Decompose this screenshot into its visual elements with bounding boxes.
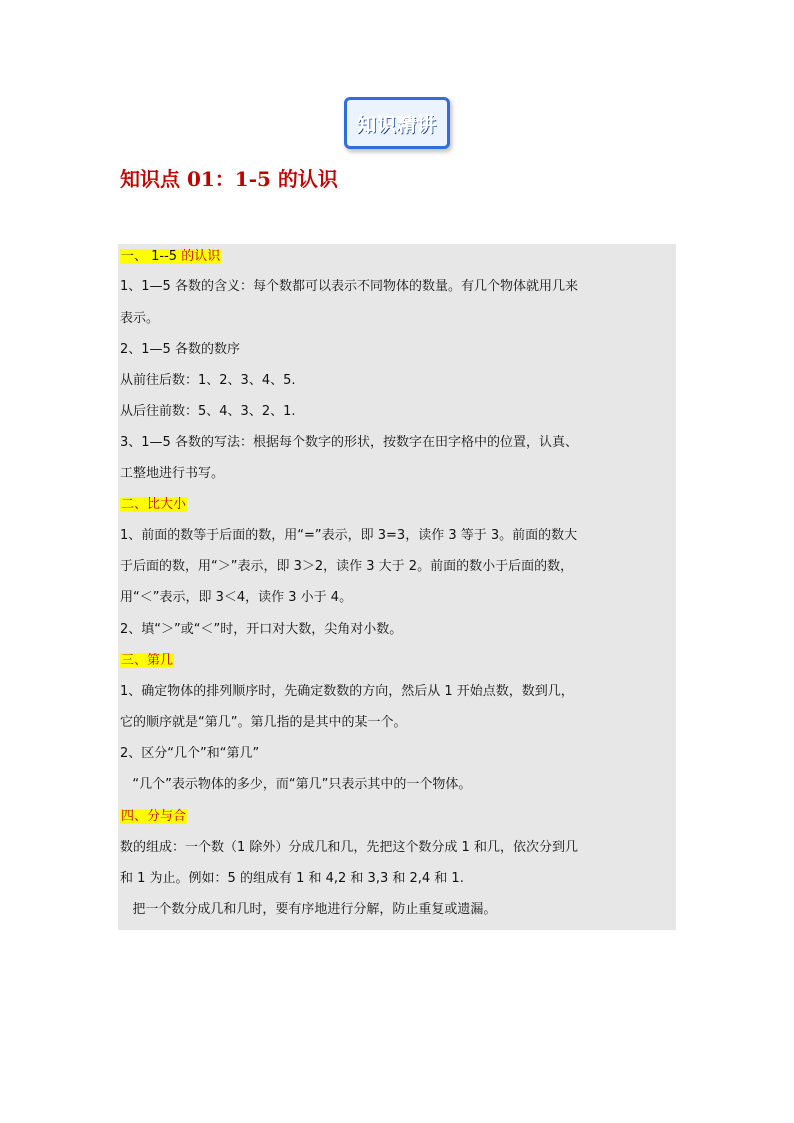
section-1-line: 1、1—5 各数的含义：每个数都可以表示不同物体的数量。有几个物体就用几来	[120, 279, 578, 294]
section-2-heading	[120, 496, 187, 514]
section-2-line: 1、前面的数等于后面的数，用“=”表示，即 3=3，读作 3 等于 3。前面的数大	[120, 528, 578, 543]
knowledge-point-title: 知识点 01：1-5 的认识	[120, 167, 338, 191]
section-4-line: 和 1 为止。例如：5 的组成有 1 和 4,2 和 3,3 和 2,4 和 1.	[120, 871, 464, 886]
section-4-line: 把一个数分成几和几时，要有序地进行分解，防止重复或遗漏。	[120, 902, 497, 917]
section-3-line: 1、确定物体的排列顺序时，先确定数数的方向，然后从 1 开始点数，数到几，	[120, 684, 574, 699]
section-2-heading-text: 二、比大小	[121, 497, 187, 512]
section-4-heading-text: 四、分与合	[121, 809, 187, 824]
section-1-heading-suffix: 的认识	[181, 249, 221, 264]
section-1-line: 3、1—5 各数的写法：根据每个数字的形状，按数字在田字格中的位置，认真、	[120, 435, 578, 450]
section-1-heading	[120, 248, 221, 266]
section-3-line: 2、区分“几个”和“第几”	[120, 746, 260, 761]
section-1-line: 2、1—5 各数的数序	[120, 342, 240, 357]
section-4-line: 数的组成：一个数（1 除外）分成几和几，先把这个数分成 1 和几，依次分到几	[120, 840, 578, 855]
section-2-line: 用“＜”表示，即 3＜4，读作 3 小于 4。	[120, 590, 353, 605]
section-3-heading	[120, 652, 174, 670]
section-1-line: 从前往后数：1、2、3、4、5.	[120, 373, 296, 388]
knowledge-explanation-badge	[344, 97, 450, 149]
section-2-line: 2、填“＞”或“＜”时，开口对大数，尖角对小数。	[120, 622, 403, 637]
section-1-line: 从后往前数：5、4、3、2、1.	[120, 404, 296, 419]
section-4-heading	[120, 808, 187, 826]
badge-label: 知识精讲	[356, 113, 437, 136]
section-2-line: 于后面的数，用“＞”表示，即 3＞2，读作 3 大于 2。前面的数小于后面的数，	[120, 559, 574, 574]
section-1-heading-prefix: 一、 1--5	[121, 249, 178, 264]
section-1-line: 表示。	[120, 311, 160, 326]
section-3-line: “几个”表示物体的多少，而“第几”只表示其中的一个物体。	[120, 777, 472, 792]
section-3-line: 它的顺序就是“第几”。第几指的是其中的某一个。	[120, 715, 407, 730]
section-3-heading-text: 三、第几	[121, 653, 174, 668]
section-1-line: 工整地进行书写。	[120, 466, 225, 481]
